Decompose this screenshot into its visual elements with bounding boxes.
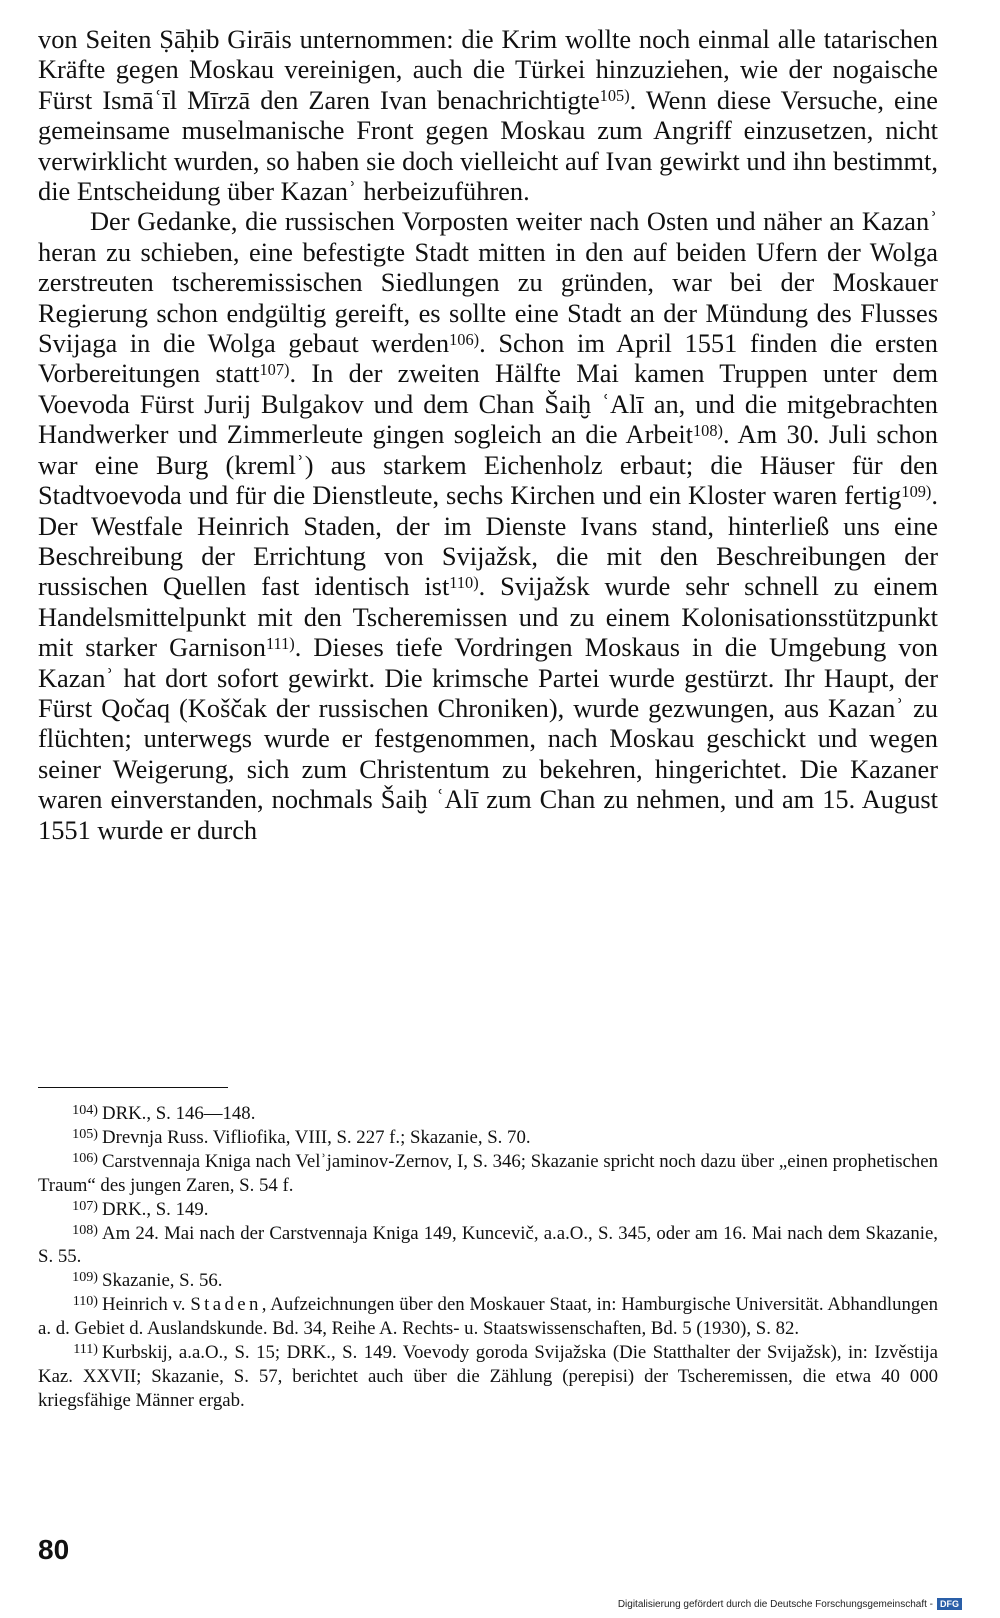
footnote-number: [38, 1198, 102, 1222]
text-run: DRK., S. 149.: [102, 1198, 209, 1220]
paragraph: [38, 206, 938, 845]
text-run: . Schon im April 1551 finden die ersten Vorbereitungen statt: [38, 328, 938, 389]
footnote-number: [38, 1102, 102, 1126]
footnote-number-label: 111): [73, 1341, 98, 1358]
text-run: Drevnja Russ. Vifliofika, VIII, S. 227 f.; Skazanie, S. 70.: [102, 1126, 531, 1148]
footnote: [38, 1150, 938, 1198]
footnote-number: [38, 1269, 102, 1293]
footnote-reference: 110): [449, 572, 479, 592]
dfg-logo: DFG: [937, 1598, 962, 1610]
footnote-number-label: 107): [72, 1197, 98, 1214]
text-run: , Aufzeichnungen über den Moskauer Staat, in: Hamburgische Universität. Abhandlungen a. d. Gebiet d. Auslandskunde. Bd. 34, Reihe A. Rechts- u. Staatswissenschaften, Bd. 5 (1930), S. 82.: [38, 1294, 939, 1340]
footnote-reference: 106): [449, 329, 480, 349]
footnote-reference: 107): [259, 360, 290, 380]
footnote: [38, 1293, 938, 1341]
text-run: Heinrich v.: [102, 1294, 191, 1316]
footnote: [38, 1198, 938, 1222]
footnote: [38, 1102, 938, 1126]
body-text: [38, 24, 938, 845]
text-run: . Am 30. Juli schon war eine Burg (kremlʾ) aus starkem Eichenholz erbaut; die Häuser für den Stadtvoevoda und für die Dienstleute, sechs Kirchen und ein Kloster waren fertig: [38, 419, 938, 511]
footnote-reference: 111): [265, 633, 295, 653]
text-run: Carstvennaja Kniga nach Velʾjaminov-Zernov, I, S. 346; Skazanie spricht noch dazu über „einen prophetischen Traum“ des jungen Zaren, S. 54 f.: [38, 1150, 938, 1196]
footnote-number: [38, 1222, 102, 1246]
digitization-footer: [618, 1598, 962, 1610]
footnote: [38, 1222, 938, 1270]
spaced-name: Staden: [190, 1294, 262, 1316]
page-number: 80: [38, 1534, 70, 1565]
footnote-number-label: 104): [72, 1102, 98, 1119]
footer-credit: Digitalisierung gefördert durch die Deutsche Forschungsgemeinschaft -: [617, 1598, 933, 1610]
text-run: . Der Westfale Heinrich Staden, der im Dienste Ivans stand, hinterließ uns eine Beschreibung der Errichtung von Svijažsk, die mit den Beschreibungen der russischen Quellen fast identisch ist: [38, 480, 938, 602]
footnote-number-label: 108): [72, 1221, 98, 1238]
footnote: [38, 1126, 938, 1150]
text-run: von Seiten Ṣāḥib Girāis unternommen: die Krim wollte noch einmal alle tatarischen Kräfte gegen Moskau vereinigen, auch die Türkei hinzuziehen, wie der nogaische Fürst Ismāʿīl Mīrzā den Zaren Ivan benachrichtigte: [38, 24, 938, 115]
text-run: Skazanie, S. 56.: [102, 1270, 223, 1292]
footnote: [38, 1269, 938, 1293]
footnote-number-label: 106): [72, 1149, 98, 1166]
footnote-number-label: 110): [72, 1293, 98, 1310]
footnote-reference: 108): [692, 420, 723, 440]
footnote-number: [38, 1126, 102, 1150]
text-run: Kurbskij, a.a.O., S. 15; DRK., S. 149. Voevody goroda Svijažska (Die Statthalter der Svijažsk), in: Izvěstija Kaz. XXVII; Skazanie, S. 57, berichtet auch über die Zählung (perepisi) der Tscheremissen, die etwa 40 000 kriegsfähige Männer ergab.: [38, 1342, 938, 1411]
text-run: Am 24. Mai nach der Carstvennaja Kniga 149, Kuncevič, a.a.O., S. 345, oder am 16. Mai nach dem Skazanie, S. 55.: [38, 1222, 938, 1268]
text-run: . Wenn diese Versuche, eine gemeinsame muselmanische Front gegen Moskau zum Angriff einzusetzen, nicht verwirklicht wurden, so haben sie doch vielleicht auf Ivan gewirkt und ihn bestimmt, die Entscheidung über Kazanʾ herbeizuführen.: [38, 84, 938, 207]
footnote-number-label: 109): [72, 1269, 98, 1286]
paragraph: [38, 24, 938, 206]
text-run: Der Gedanke, die russischen Vorposten weiter nach Osten und näher an Kazanʾ heran zu schieben, eine befestigte Stadt mitten in den auf beiden Ufern der Wolga zerstreuten tscheremissischen Siedlungen zu gründen, war bei der Moskauer Regierung schon endgültig gereift, es sollte eine Stadt an der Mündung des Flusses Svijaga in die Wolga gebaut werden: [38, 206, 938, 359]
text-run: . In der zweiten Hälfte Mai kamen Truppen unter dem Voevoda Fürst Jurij Bulgakov und dem Chan Šaiḫ ʿAlī an, und die mitgebrachten Handwerker und Zimmerleute gingen sogleich an die Arbeit: [38, 358, 938, 450]
footnote-number: [38, 1293, 102, 1317]
footnote-number: [38, 1341, 102, 1365]
text-run: . Svijažsk wurde sehr schnell zu einem Handelsmittelpunkt mit den Tscheremissen und zu einem Kolonisationsstützpunkt mit starker Garnison: [38, 571, 938, 663]
text-run: DRK., S. 146—148.: [102, 1103, 256, 1124]
footnote-number-label: 105): [72, 1125, 98, 1142]
footnote: [38, 1341, 938, 1413]
footnote-reference: 109): [901, 481, 932, 501]
footnote-number: [38, 1150, 102, 1174]
text-run: . Dieses tiefe Vordringen Moskaus in die Umgebung von Kazanʾ hat dort sofort gewirkt. Die krimsche Partei wurde gestürzt. Ihr Haupt, der Fürst Qočaq (Koščak der russischen Chroniken), wurde gezwungen, aus Kazanʾ zu flüchten; unterwegs wurde er festgenommen, nach Moskau geschickt und wegen seiner Weigerung, sich zum Christentum zu bekehren, hingerichtet. Die Kazaner waren einverstanden, nochmals Šaiḫ ʿAlī zum Chan zu nehmen, und am 15. August 1551 wurde er durch: [38, 632, 938, 845]
footnote-reference: 105): [599, 86, 630, 106]
book-page: [38, 24, 939, 1565]
footnote-separator: [38, 1087, 228, 1088]
footnotes: [38, 1102, 938, 1413]
